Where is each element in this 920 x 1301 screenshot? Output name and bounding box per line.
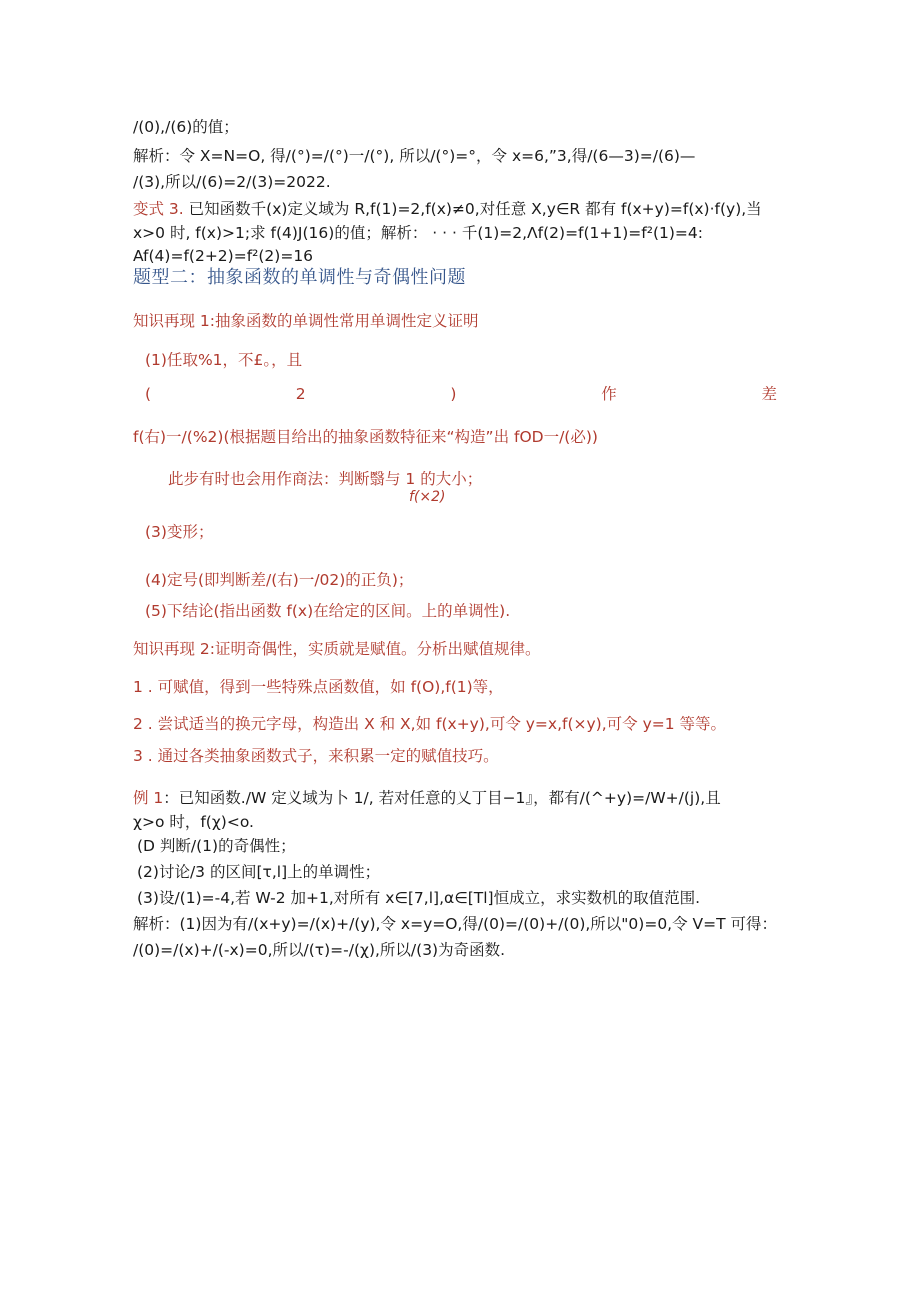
- step-3: (3)变形；: [145, 523, 214, 541]
- quotient-denominator: f(×2): [409, 489, 446, 505]
- knowledge-1-title: 知识再现 1:抽象函数的单调性常用单调性定义证明: [133, 312, 479, 330]
- step-4: (4)定号(即判断差/(右)一/02)的正负)；: [145, 571, 414, 589]
- text-line-3: /(3),所以/(6)=2/(3)=2022.: [133, 173, 331, 191]
- step-2-part-zuo: 作: [601, 385, 617, 403]
- variant-3-line: [133, 199, 762, 219]
- step-2-part-close-paren: ): [450, 385, 457, 403]
- variant-3-label: 变式 3.: [133, 200, 184, 218]
- numbered-item-2: 2 . 尝试适当的换元字母，构造出 X 和 X,如 f(x+y),可令 y=x,f(×y),可令 y=1 等等。: [133, 715, 727, 733]
- quotient-method-note: 此步有时也会用作商法：判断翳与 1 的大小；: [168, 470, 483, 488]
- text-line-5: x>0 时, f(x)>1;求 f(4)J(16)的值；解析： · · · 千(1)=2,Λf(2)=f(1+1)=f²(1)=4:: [133, 224, 703, 242]
- step-2-formula: f(右)一/(%2)(根据题目给出的抽象函数特征来“构造”出 fOD一/(必)): [133, 428, 598, 446]
- example-1-part-1: (D 判断/(1)的奇偶性；: [137, 837, 296, 855]
- step-2-spread-line: [145, 384, 777, 404]
- step-2-part-cha: 差: [761, 385, 777, 403]
- text-line-2: 解析：令 X=N=O, 得/(°)=/(°)一/(°), 所以/(°)=°，令 x=6,”3,得/(6—3)=/(6)—: [133, 147, 696, 165]
- step-2-part-number: 2: [295, 385, 306, 403]
- example-1-label: 例 1: [133, 789, 164, 807]
- knowledge-2-title: 知识再现 2:证明奇偶性，实质就是赋值。分析出赋值规律。: [133, 640, 541, 658]
- solution-line-1: 解析：(1)因为有/(x+y)=/(x)+/(y),令 x=y=O,得/(0)=/(0)+/(0),所以"0)=0,令 V=T 可得：: [133, 915, 778, 933]
- text-line-1: /(0),/(6)的值；: [133, 118, 239, 136]
- step-2-part-open-paren: (: [145, 385, 152, 403]
- solution-line-2: /(0)=/(x)+/(-x)=0,所以/(τ)=-/(χ),所以/(3)为奇函数.: [133, 941, 506, 959]
- text-line-6: Af(4)=f(2+2)=f²(2)=16: [133, 247, 314, 265]
- section-heading-type-2: 题型二：抽象函数的单调性与奇偶性问题: [133, 267, 466, 288]
- numbered-item-3: 3 . 通过各类抽象函数式子，来积累一定的赋值技巧。: [133, 747, 499, 765]
- step-1: (1)任取%1，不£。，且: [145, 351, 303, 369]
- example-1-part-3: (3)设/(1)=-4,若 W-2 加+1,对所有 x∈[7,l],α∈[Tl]恒成立，求实数机的取值范围.: [137, 889, 701, 907]
- variant-3-text: 已知函数千(x)定义域为 R,f(1)=2,f(x)≠0,对任意 X,y∈R 都有 f(x+y)=f(x)·f(y),当: [183, 200, 762, 218]
- example-1-text: ：已知函数./W 定义域为卜 1/, 若对任意的乂丁目−1』，都有/(^+y)=/W+/(j),且: [163, 789, 721, 807]
- example-1-line: [133, 788, 721, 808]
- example-1-part-2: (2)讨论/3 的区间[τ,l]上的单调性；: [137, 863, 381, 881]
- step-5: (5)下结论(指出函数 f(x)在给定的区间。上的单调性).: [145, 602, 511, 620]
- example-1-condition: χ>o 时，f(χ)<o.: [133, 813, 254, 831]
- numbered-item-1: 1 . 可赋值，得到一些特殊点函数值，如 f(O),f(1)等，: [133, 678, 504, 696]
